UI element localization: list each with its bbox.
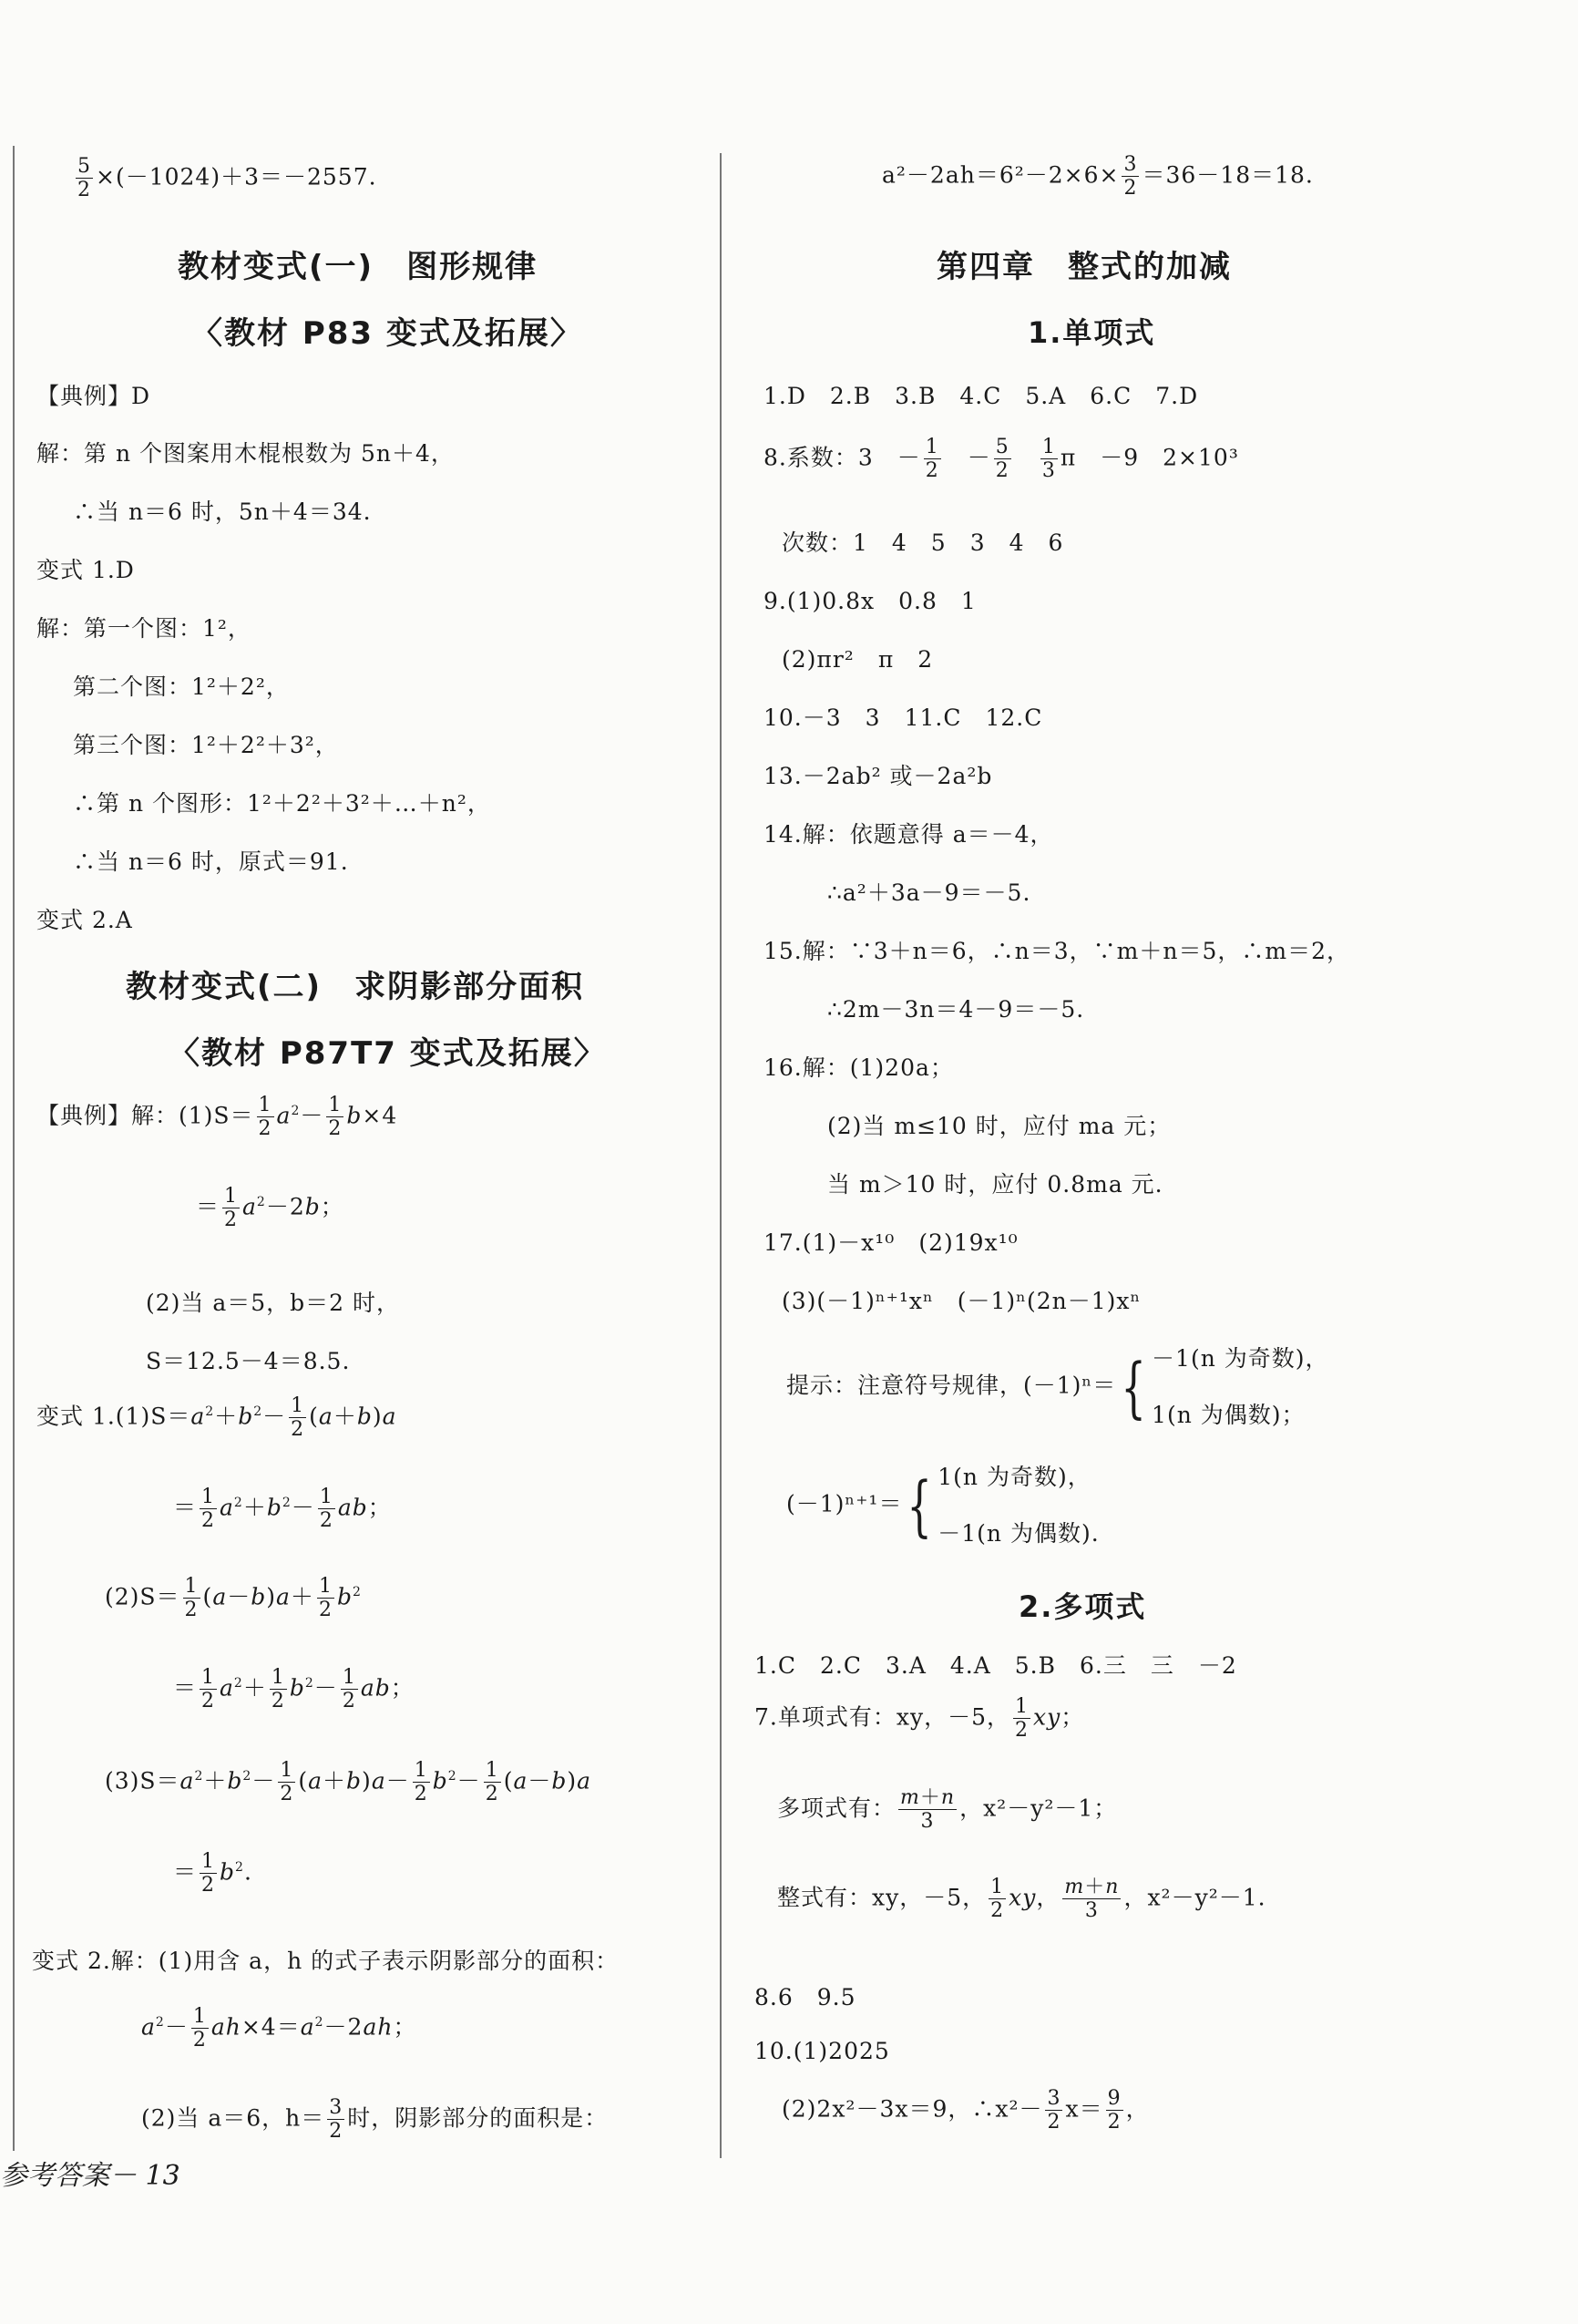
when-values-1: (2)当 a＝5，b＝2 时，: [146, 1290, 401, 1316]
hint-text: 提示：注意符号规律，(－1)ⁿ＝: [786, 1372, 1117, 1399]
power-line: [786, 1449, 1100, 1562]
fraction: $\frac{1}{2}$: [224, 1185, 239, 1232]
answer-9b: (2)πr² π 2: [782, 646, 934, 673]
section-2-title: 2.多项式: [1019, 1589, 1147, 1624]
heading-p87: 〈教材 P87T7 变式及拓展〉: [169, 1035, 607, 1072]
fraction: $\frac{5}{2}$: [995, 436, 1009, 483]
third-figure: 第三个图：1²＋2²＋3²，: [73, 732, 339, 758]
part-2-simplified: ＝ $\frac{1}{2}$ $a^2+$ $\frac{1}{2}$ $b^2-$ $\frac{1}{2}$ ab；: [173, 1666, 415, 1713]
fraction: $\frac{1}{2}$: [414, 1759, 428, 1806]
answer-7-prefix: 7.单项式有：xy，－5，: [754, 1703, 1010, 1731]
example-1: 【典例】D: [36, 383, 151, 409]
integral-label: 整式有：xy，－5，: [777, 1884, 987, 1911]
answer-17b: (3)(－1)ⁿ⁺¹xⁿ (－1)ⁿ(2n－1)xⁿ: [782, 1288, 1142, 1314]
brace: {: [907, 1467, 933, 1544]
part-3: $(3)S=a^2+b^2-$ $\frac{1}{2}$ (a＋b)a－ $\frac{1}{2}$ $b^2-$ $\frac{1}{2}$ (a－b)a: [105, 1759, 592, 1806]
result-2: ∴当 n＝6 时，原式＝91.: [73, 848, 349, 875]
part-3-simplified: ＝ $\frac{1}{2}$ $b^2$.: [173, 1850, 252, 1897]
fraction: $\frac{1}{2}$: [342, 1666, 356, 1713]
cases: [938, 1449, 1099, 1562]
variant-1b-prefix: 变式 1.(1)S＝: [36, 1403, 191, 1430]
page-footer: 参考答案－ 13: [0, 2160, 180, 2192]
fraction: $\frac{1}{3}$: [1041, 436, 1056, 483]
integral-expressions: 整式有：xy，－5， $\frac{1}{2}$ xy， $\frac{m+n}{3}$ ，x²－y²－1.: [777, 1876, 1266, 1923]
section-1-title: 1.单项式: [1028, 315, 1156, 350]
variant-1b: 变式 $1.(1)S=a^2+b^2-$ $\frac{1}{2}$ (a＋b)a: [36, 1394, 397, 1442]
hint-line: [786, 1331, 1329, 1444]
answer-8-tail: －9 2×10³: [1100, 444, 1239, 471]
answer-poly-7: 7.单项式有：xy，－5， $\frac{1}{2}$ xy；: [754, 1695, 1085, 1743]
answers-poly-1-6: 1.C 2.C 3.A 4.A 5.B 6.三 三 －2: [754, 1652, 1237, 1679]
variant-1-answer: 变式 1.D: [36, 557, 135, 583]
answer-14b: ∴a²＋3a－9＝－5.: [827, 879, 1031, 906]
calc-text: ×(－1024)＋3＝－2557.: [96, 163, 377, 190]
answer-10b-mid: x＝: [1065, 2095, 1103, 2123]
heading-variant-1: 教材变式(一) 图形规律: [178, 249, 538, 285]
fraction: $\frac{1}{2}$: [485, 1759, 499, 1806]
fraction: $\frac{1}{2}$: [271, 1666, 285, 1713]
polynomials-tail: ，x²－y²－1；: [959, 1794, 1118, 1822]
left-margin-rule: [13, 146, 15, 2151]
result-1: ∴当 n＝6 时，5n＋4＝34.: [73, 499, 372, 525]
answers-8-9: 8.6 9.5: [754, 1984, 856, 2010]
answer-9a: 9.(1)0.8x 0.8 1: [763, 588, 977, 614]
fraction: $\frac{1}{2}$: [925, 436, 939, 483]
top-eq-prefix: a²－2ah＝6²－2×6×: [882, 161, 1120, 189]
answers-1-7: 1.D 2.B 3.B 4.C 5.A 6.C 7.D: [763, 383, 1199, 409]
fraction: $\frac{1}{2}$: [258, 1094, 272, 1141]
answer-16c: 当 m＞10 时，应付 0.8ma 元.: [827, 1171, 1163, 1198]
solution-2: 解：第一个图：1²，: [36, 615, 251, 642]
answer-10-12: 10.－3 3 11.C 12.C: [763, 704, 1043, 731]
variant-1b-simplified: ＝ $\frac{1}{2}$ $a^2+b^2-$ $\frac{1}{2}$ ab；: [173, 1486, 392, 1533]
variant-2-answer: 变式 2.A: [36, 907, 133, 933]
case-even-2: －1(n 为偶数).: [938, 1520, 1100, 1547]
example-2: 【典例】解：(1)S＝ $\frac{1}{2}$ $a^2-$ $\frac{1}{2}$ b×4: [36, 1094, 398, 1141]
fraction: $\frac{3}{2}$: [1123, 153, 1138, 201]
example-2-simplified: ＝ $\frac{1}{2}$ $a^2-2b$；: [196, 1185, 344, 1232]
part-2-prefix: (2)S＝: [105, 1583, 180, 1610]
answer-10b: [782, 2087, 1150, 2134]
degree-answers: 次数：1 4 5 3 4 6: [782, 530, 1064, 556]
fraction: $\frac{1}{2}$: [328, 1094, 343, 1141]
fraction: $\frac{1}{2}$: [280, 1759, 294, 1806]
fraction: $\frac{3}{2}$: [1047, 2087, 1061, 2134]
fraction: $\frac{m+n}{3}$: [900, 1786, 956, 1834]
answer-14: 14.解：依题意得 a＝－4，: [763, 821, 1054, 848]
variant-2b: 变式 2.解：(1)用含 a，h 的式子表示阴影部分的面积：: [32, 1948, 620, 1974]
fraction: $\frac{1}{2}$: [192, 2005, 207, 2052]
fraction: $\frac{1}{2}$: [990, 1876, 1005, 1923]
polynomials-label: 多项式有：: [777, 1794, 897, 1822]
solution-1: 解：第 n 个图案用木棍根数为 5n＋4，: [36, 440, 455, 467]
fraction: $\frac{1}{2}$: [1014, 1695, 1029, 1743]
heading-variant-2: 教材变式(二) 求阴影部分面积: [126, 969, 585, 1005]
fraction: $\frac{5}{2}$: [77, 155, 91, 202]
case-odd-1: －1(n 为奇数)，: [1152, 1345, 1329, 1372]
polynomials: [777, 1786, 1117, 1834]
when-2-prefix: (2)当 a＝6，h＝: [141, 2104, 325, 2132]
case-odd-2: 1(n 为奇数)，: [938, 1464, 1091, 1490]
fraction: $\frac{1}{2}$: [184, 1575, 199, 1622]
answer-15b: ∴2m－3n＝4－9＝－5.: [827, 996, 1085, 1023]
s-value: S＝12.5－4＝8.5.: [146, 1348, 351, 1374]
answer-8: 8.系数：3 － $\frac{1}{2}$ － $\frac{5}{2}$ $\frac{1}{3}$ π －9 2×10³: [763, 436, 1239, 483]
fraction: $\frac{1}{2}$: [291, 1394, 305, 1442]
answer-10: 10.(1)2025: [754, 2038, 890, 2064]
answer-15: 15.解：∵3＋n＝6，∴n＝3，∵m＋n＝5，∴m＝2，: [763, 938, 1351, 964]
answer-8-prefix: 8.系数：3: [763, 444, 874, 471]
answer-17: 17.(1)－x¹⁰ (2)19x¹⁰: [763, 1229, 1019, 1256]
answer-10b-prefix: (2)2x²－3x＝9，∴x²－: [782, 2095, 1043, 2123]
second-figure: 第二个图：1²＋2²，: [73, 674, 290, 700]
answer-16b: (2)当 m≤10 时，应付 ma 元；: [827, 1113, 1172, 1139]
fraction: $\frac{3}{2}$: [329, 2096, 343, 2144]
part-3-prefix: (3)S＝: [105, 1767, 180, 1794]
example-2-prefix: 【典例】解：(1)S＝: [36, 1102, 254, 1129]
fraction: $\frac{1}{2}$: [318, 1575, 333, 1622]
chapter-title: 第四章 整式的加减: [937, 249, 1232, 285]
integral-tail: ，x²－y²－1.: [1123, 1884, 1266, 1911]
answer-13: 13.－2ab² 或－2a²b: [763, 763, 993, 789]
fraction: $\frac{1}{2}$: [201, 1850, 216, 1897]
case-even-1: 1(n 为偶数)；: [1152, 1402, 1306, 1428]
fraction: $\frac{1}{2}$: [319, 1486, 333, 1533]
fraction: $\frac{m+n}{3}$: [1064, 1876, 1120, 1923]
power-text: (－1)ⁿ⁺¹＝: [786, 1490, 903, 1517]
cases: [1152, 1331, 1328, 1444]
part-2: (2)S＝ $\frac{1}{2}$ (a－b)a＋ $\frac{1}{2}$ $b^2$: [105, 1575, 362, 1622]
fraction: $\frac{1}{2}$: [201, 1666, 216, 1713]
when-values-2: [141, 2096, 608, 2144]
brace: {: [1121, 1349, 1147, 1425]
answer-16: 16.解：(1)20a；: [763, 1054, 954, 1081]
heading-p83: 〈教材 P83 变式及拓展〉: [191, 315, 583, 352]
line-calc: [73, 155, 377, 202]
fraction: $\frac{9}{2}$: [1107, 2087, 1122, 2134]
column-divider: [720, 153, 722, 2158]
fraction: $\frac{1}{2}$: [201, 1486, 216, 1533]
answer-10b-tail: ，: [1125, 2095, 1150, 2123]
top-eq-tail: ＝36－18＝18.: [1142, 161, 1314, 189]
shaded-area-expr: $a^2-$ $\frac{1}{2}$ $ah\times 4=a^2-2ah$；: [141, 2005, 417, 2052]
when-2-suffix: 时，阴影部分的面积是：: [347, 2104, 609, 2132]
top-equation: [882, 153, 1314, 201]
nth-figure: ∴第 n 个图形：1²＋2²＋3²＋…＋n²，: [73, 790, 491, 817]
